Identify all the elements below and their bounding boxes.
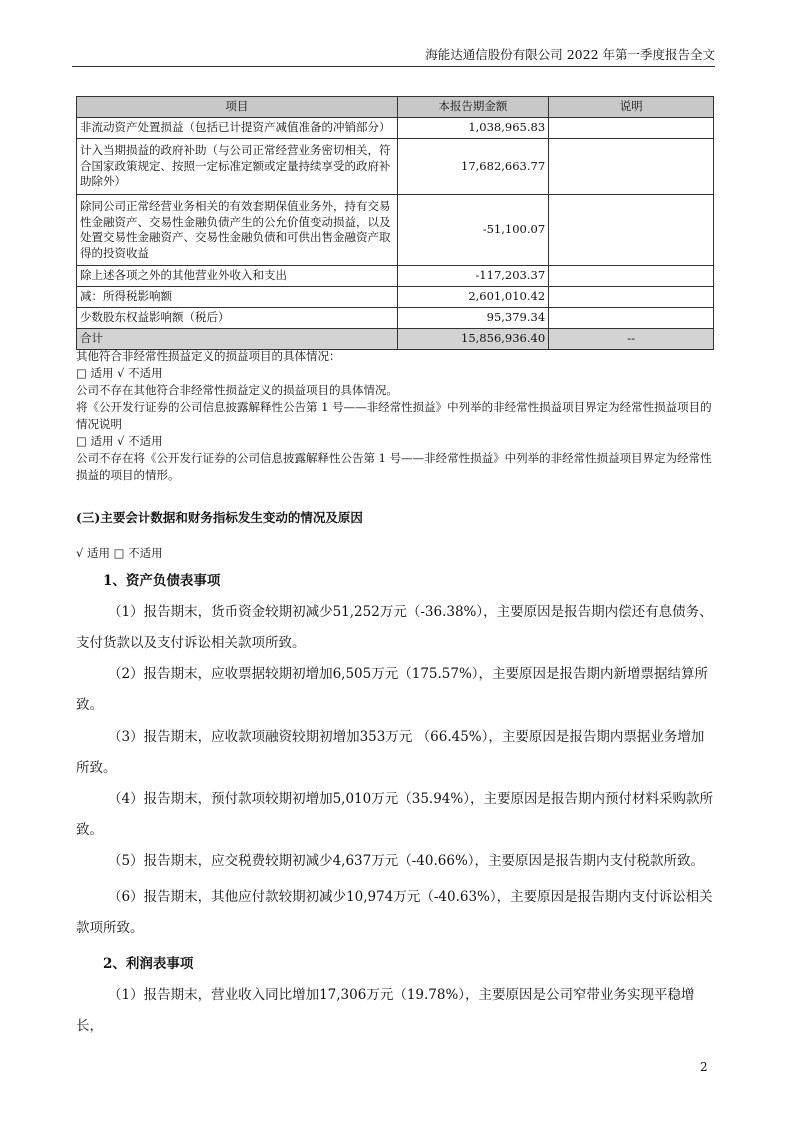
row-item: 非流动资产处置损益（包括已计提资产减值准备的冲销部分）: [77, 118, 398, 139]
table-header-row: [77, 97, 714, 118]
row-item: 计入当期损益的政府补助（与公司正常经营业务密切相关，符合国家政策规定、按照一定标准定额或定量持续享受的政府补助除外）: [77, 139, 398, 195]
page-number: 2: [700, 1060, 708, 1074]
section-title: (三)主要会计数据和财务指标发生变动的情况及原因: [76, 510, 363, 525]
row-amount: 2,601,010.42: [397, 287, 549, 308]
row-note: [549, 195, 714, 266]
table-row: [77, 308, 714, 329]
subsection-heading: 1、资产负债表事项: [103, 573, 221, 589]
row-item: 少数股东权益影响额（税后）: [77, 308, 398, 329]
row-amount: 1,038,965.83: [397, 118, 549, 139]
row-amount: 15,856,936.40: [397, 329, 549, 350]
row-item: 合计: [77, 329, 398, 350]
row-amount: 95,379.34: [397, 308, 549, 329]
column-header-amount: 本报告期金额: [397, 97, 549, 118]
row-amount: 17,682,663.77: [397, 139, 549, 195]
table-row: [77, 139, 714, 195]
paragraph: （2）报告期末，应收票据较期初增加6,505万元（175.57%），主要原因是报告期内新增票据结算所致。: [76, 666, 709, 713]
subsection-heading: 2、利润表事项: [103, 956, 194, 972]
column-header-note: 说明: [549, 97, 714, 118]
table-row: [77, 266, 714, 287]
row-amount: -117,203.37: [397, 266, 549, 287]
paragraph: （3）报告期末，应收款项融资较期初增加353万元 （66.45%），主要原因是报告期内票据业务增加所致。: [76, 729, 705, 776]
row-note: [549, 308, 714, 329]
paragraph: （4）报告期末，预付款项较期初增加5,010万元（35.94%），主要原因是报告期内预付材料采购款所致。: [76, 791, 713, 838]
notes-block: [76, 348, 716, 484]
non-recurring-gains-table: [76, 96, 714, 350]
table-row: [77, 287, 714, 308]
table-row: [77, 195, 714, 266]
paragraph: （1）报告期末，营业收入同比增加17,306万元（19.78%），主要原因是公司窄带业务实现平稳增长，: [76, 987, 695, 1034]
row-item: 除上述各项之外的其他营业外收入和支出: [77, 266, 398, 287]
paragraph: （5）报告期末，应交税费较期初减少4,637万元（-40.66%），主要原因是报告期内支付税款所致。: [108, 853, 705, 869]
applicable-checkbox-line: √ 适用 □ 不适用: [76, 546, 163, 560]
row-amount: -51,100.07: [397, 195, 549, 266]
note-line: 公司不存在将《公开发行证券的公司信息披露解释性公告第 1 号——非经常性损益》中列举的非经常性损益项目界定为经常性损益的项目的情形。: [76, 451, 712, 482]
header-title: 海能达通信股份有限公司 2022 年第一季度报告全文: [425, 47, 715, 62]
row-note: [549, 266, 714, 287]
paragraph: （6）报告期末，其他应付款较期初减少10,974万元（-40.63%），主要原因是报告期内支付诉讼相关款项所致。: [76, 889, 713, 936]
note-line: 将《公开发行证券的公司信息披露解释性公告第 1 号——非经常性损益》中列举的非经常性损益项目界定为经常性损益项目的情况说明: [76, 400, 712, 431]
row-note: [549, 287, 714, 308]
paragraph: （1）报告期末，货币资金较期初减少51,252万元（-36.38%），主要原因是报告期内偿还有息债务、支付货款以及支付诉讼相关款项所致。: [76, 604, 713, 651]
note-line: 公司不存在其他符合非经常性损益定义的损益项目的具体情况。: [76, 383, 398, 397]
row-note: --: [549, 329, 714, 350]
column-header-item: 项目: [77, 97, 398, 118]
applicable-checkbox-line: □ 适用 √ 不适用: [76, 366, 163, 380]
row-note: [549, 118, 714, 139]
applicable-checkbox-line: □ 适用 √ 不适用: [76, 434, 163, 448]
row-item: 除同公司正常经营业务相关的有效套期保值业务外，持有交易性金融资产、交易性金融负债产生的公允价值变动损益，以及处置交易性金融资产、交易性金融负债和可供出售金融资产取得的投资收益: [77, 195, 398, 266]
table-total-row: [77, 329, 714, 350]
row-item: 减：所得税影响额: [77, 287, 398, 308]
note-line: 其他符合非经常性损益定义的损益项目的具体情况：: [76, 349, 341, 363]
row-note: [549, 139, 714, 195]
page-header: [72, 46, 715, 67]
table-row: [77, 118, 714, 139]
